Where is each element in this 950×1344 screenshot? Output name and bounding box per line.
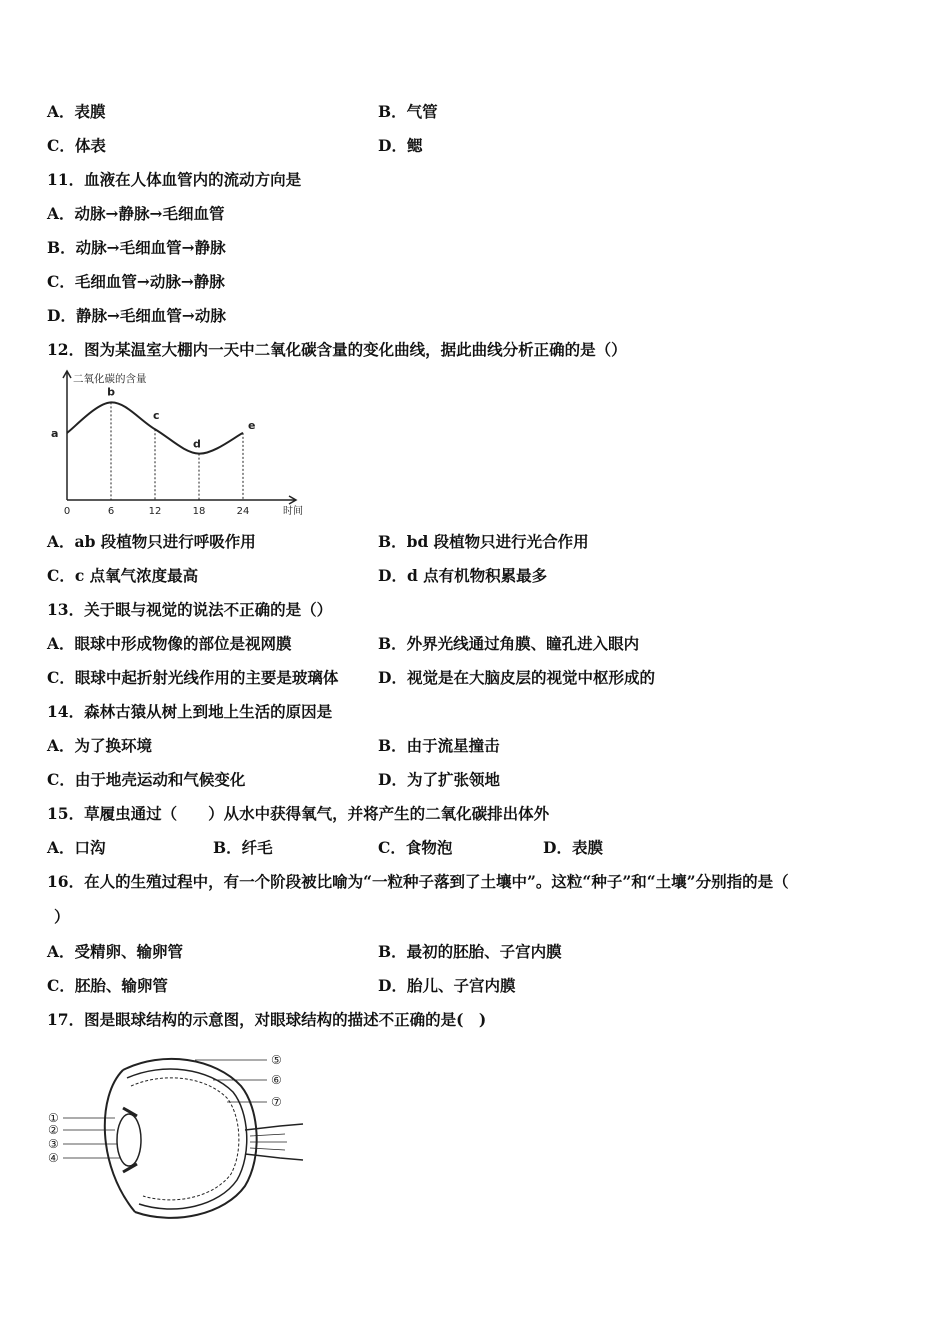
q16-option-d: D．胎儿、子宫内膜 <box>378 976 516 995</box>
q12-option-b: B．bd 段植物只进行光合作用 <box>378 532 589 551</box>
q15-option-d: D．表膜 <box>543 838 603 857</box>
q10-option-b: B．气管 <box>378 102 438 121</box>
q10-option-c: C．体表 <box>47 136 106 155</box>
x-tick-24: 24 <box>236 506 250 517</box>
q13-option-b: B．外界光线通过角膜、瞳孔进入眼内 <box>378 634 640 653</box>
eye-label-2: ② <box>48 1123 59 1137</box>
point-label-c: c <box>153 409 160 423</box>
q13-stem: 13．关于眼与视觉的说法不正确的是（） <box>47 600 333 619</box>
q12-option-a: A．ab 段植物只进行呼吸作用 <box>47 532 256 551</box>
q11-option-a: A．动脉→静脉→毛细血管 <box>47 204 225 223</box>
q12-option-d: D．d 点有机物积累最多 <box>378 566 548 585</box>
q14-option-c: C．由于地壳运动和气候变化 <box>47 770 246 789</box>
q12-stem: 12．图为某温室大棚内一天中二氧化碳含量的变化曲线，据此曲线分析正确的是（） <box>47 340 627 359</box>
q11-stem: 11．血液在人体血管内的流动方向是 <box>47 170 302 189</box>
eye-label-4: ④ <box>48 1151 59 1165</box>
eye-label-7: ⑦ <box>271 1095 282 1109</box>
point-label-d: d <box>193 437 201 451</box>
point-label-e: e <box>248 418 256 432</box>
x-tick-18: 18 <box>192 506 206 517</box>
eye-label-1: ① <box>48 1111 59 1125</box>
point-label-a: a <box>51 426 59 440</box>
eye-label-3: ③ <box>48 1137 59 1151</box>
co2-chart <box>47 368 312 518</box>
q11-option-b: B．动脉→毛细血管→静脉 <box>47 238 226 257</box>
x-tick-12: 12 <box>148 506 162 517</box>
chart-ylabel: 二氧化碳的含量 <box>73 373 147 385</box>
choroid <box>127 1069 247 1209</box>
q14-option-d: D．为了扩张领地 <box>378 770 500 789</box>
cornea <box>105 1070 135 1212</box>
q14-stem: 14．森林古猿从树上到地上生活的原因是 <box>47 702 333 721</box>
q17-stem: 17．图是眼球结构的示意图，对眼球结构的描述不正确的是( ) <box>47 1010 487 1029</box>
q12-option-c: C．c 点氧气浓度最高 <box>47 566 199 585</box>
q16-stem: 16．在人的生殖过程中，有一个阶段被比喻为“一粒种子落到了土壤中”。这粒“种子”和“土壤”分别指的是（ <box>47 872 789 891</box>
q16-option-b: B．最初的胚胎、子宫内膜 <box>378 942 562 961</box>
q13-option-c: C．眼球中起折射光线作用的主要是玻璃体 <box>47 668 339 687</box>
point-label-b: b <box>107 385 115 399</box>
eye-label-5: ⑤ <box>271 1053 282 1067</box>
q15-option-a: A．口沟 <box>47 838 106 857</box>
q14-option-a: A．为了换环境 <box>47 736 153 755</box>
q15-option-b: B．纤毛 <box>213 838 273 857</box>
q14-option-b: B．由于流星撞击 <box>378 736 500 755</box>
leader-lines <box>63 1060 267 1158</box>
q13-option-a: A．眼球中形成物像的部位是视网膜 <box>47 634 292 653</box>
q16-option-a: A．受精卵、输卵管 <box>47 942 184 961</box>
sclera <box>123 1059 257 1218</box>
q10-option-a: A．表膜 <box>47 102 106 121</box>
q16-option-c: C．胚胎、输卵管 <box>47 976 168 995</box>
x-tick-0: 0 <box>63 506 71 517</box>
retina <box>131 1078 239 1200</box>
q13-option-d: D．视觉是在大脑皮层的视觉中枢形成的 <box>378 668 655 687</box>
q11-option-c: C．毛细血管→动脉→静脉 <box>47 272 225 291</box>
q11-option-d: D．静脉→毛细血管→动脉 <box>47 306 226 325</box>
q10-option-d: D．鳃 <box>378 136 423 155</box>
eye-label-6: ⑥ <box>271 1073 282 1087</box>
chart-xlabel: 时间 <box>283 506 303 517</box>
q15-stem: 15．草履虫通过（ ）从水中获得氧气，并将产生的二氧化碳排出体外 <box>47 804 550 823</box>
q15-option-c: C．食物泡 <box>378 838 453 857</box>
q16-stem-end: ） <box>54 907 70 926</box>
eye-diagram <box>45 1046 305 1231</box>
x-tick-6: 6 <box>107 506 115 517</box>
